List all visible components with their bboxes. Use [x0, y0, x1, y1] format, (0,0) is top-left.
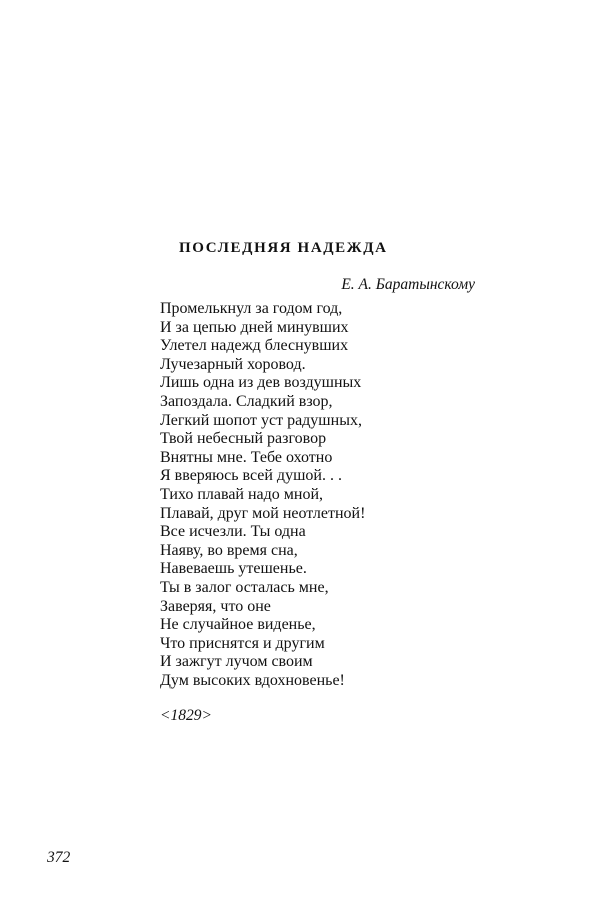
- poem-line: Заверяя, что оне: [160, 597, 271, 615]
- poem-line: Что приснятся и другим: [160, 634, 325, 652]
- poem-title: ПОСЛЕДНЯЯ НАДЕЖДА: [179, 240, 388, 256]
- poem-line: Внятны мне. Тебе охотно: [160, 448, 333, 466]
- poem-body: [160, 300, 365, 690]
- poem-line: Легкий шопот уст радушных,: [160, 411, 362, 429]
- poem-dedication: Е. А. Баратынскому: [341, 276, 475, 293]
- poem-line: И зажгут лучом своим: [160, 653, 313, 671]
- poem-line: Наяву, во время сна,: [160, 541, 298, 559]
- poem-line: Лучезарный хоровод.: [160, 355, 306, 373]
- poem-line: Не случайное виденье,: [160, 616, 316, 634]
- poem-line: Плавай, друг мой неотлетной!: [160, 504, 366, 522]
- poem-line: Лишь одна из дев воздушных: [160, 374, 362, 392]
- poem-line: Я вверяюсь всей душой. . .: [160, 467, 342, 485]
- poem-line: Тихо плавай надо мной,: [160, 485, 324, 503]
- poem-line: Все исчезли. Ты одна: [160, 523, 306, 541]
- poem-line: Улетел надежд блеснувших: [160, 337, 349, 355]
- poem-date: <1829>: [160, 707, 212, 724]
- poem-line: Запоздала. Сладкий взор,: [160, 392, 333, 410]
- poem-line: Промелькнул за годом год,: [160, 300, 343, 317]
- poem-line: Твой небесный разговор: [160, 430, 327, 448]
- poem-line: Дум высоких вдохновенье!: [160, 671, 345, 689]
- poem-line: И за цепью дней минувших: [160, 318, 349, 336]
- poem-line: Навеваешь утешенье.: [160, 560, 307, 578]
- page-number: 372: [47, 849, 71, 866]
- poem-line: Ты в залог осталась мне,: [160, 578, 329, 596]
